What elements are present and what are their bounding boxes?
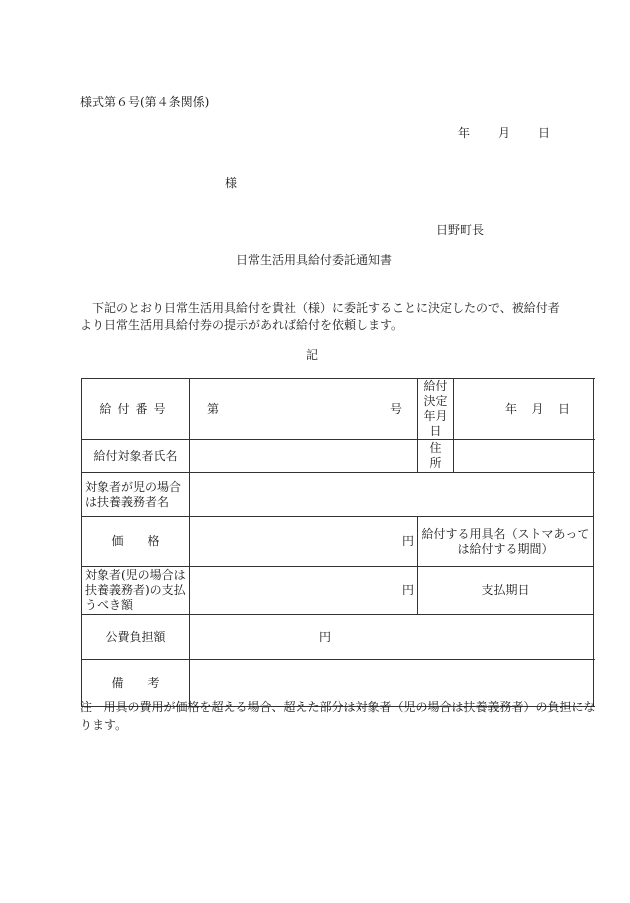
issue-date bbox=[458, 126, 550, 142]
row-price bbox=[82, 517, 594, 567]
address-field bbox=[454, 440, 594, 473]
item-name-label: 給付する用具名（ストマあっては給付する期間） bbox=[418, 517, 594, 567]
body-paragraph bbox=[80, 300, 570, 334]
addressee: 様 bbox=[225, 176, 238, 190]
decision-day: 日 bbox=[557, 401, 570, 416]
address-label: 住 所 bbox=[418, 440, 454, 473]
remarks-label: 備 考 bbox=[82, 660, 190, 707]
ki-marker: 記 bbox=[306, 348, 319, 362]
payable-amount-label: 対象者(児の場合は扶養義務者)の支払うべき額 bbox=[82, 567, 190, 615]
guardian-name-field bbox=[190, 473, 594, 517]
recipient-name-field bbox=[190, 440, 418, 473]
row-recipient-name bbox=[82, 440, 594, 473]
payable-yen: 円 bbox=[401, 583, 414, 597]
document-title: 日常生活用具給付委託通知書 bbox=[236, 253, 393, 267]
date-day: 日 bbox=[538, 126, 551, 140]
recipient-name-label: 給付対象者氏名 bbox=[82, 440, 190, 473]
body-paragraph-text: 下記のとおり日常生活用具給付を貴社（様）に委託することに決定したので、被給付者より日常生活用具給付券の提示があれば給付を依頼します。 bbox=[80, 301, 560, 332]
form-table bbox=[81, 378, 594, 707]
row-guardian-name bbox=[82, 473, 594, 517]
payment-due-label: 支払期日 bbox=[418, 567, 594, 615]
price-yen: 円 bbox=[401, 534, 414, 548]
row-grant-number bbox=[82, 379, 594, 440]
decision-month: 月 bbox=[531, 401, 544, 416]
grant-number-cell bbox=[190, 379, 418, 440]
row-payable-amount bbox=[82, 567, 594, 615]
form-number-label: 様式第６号(第４条関係) bbox=[80, 95, 210, 109]
date-year: 年 bbox=[458, 126, 471, 140]
price-label: 価 格 bbox=[82, 517, 190, 567]
price-field bbox=[190, 517, 418, 567]
footnote bbox=[80, 698, 600, 734]
issuer: 日野町長 bbox=[436, 223, 485, 237]
public-burden-yen: 円 bbox=[319, 629, 332, 644]
decision-date-cell bbox=[454, 379, 594, 440]
grant-number-label: 給付番号 bbox=[82, 379, 190, 440]
grant-number-dai: 第 bbox=[207, 401, 220, 416]
decision-year: 年 bbox=[505, 401, 518, 416]
footnote-text: 用具の費用が価格を超える場合、超えた部分は対象者（児の場合は扶養義務者）の負担になります。 bbox=[80, 700, 596, 732]
payable-amount-field bbox=[190, 567, 418, 615]
public-burden-field bbox=[190, 615, 594, 660]
grant-number-go: 号 bbox=[389, 401, 402, 416]
footnote-marker: 注 bbox=[80, 700, 93, 714]
date-month: 月 bbox=[498, 126, 511, 140]
row-public-burden bbox=[82, 615, 594, 660]
public-burden-label: 公費負担額 bbox=[82, 615, 190, 660]
guardian-name-label: 対象者が児の場合は扶養義務者名 bbox=[82, 473, 190, 517]
decision-date-label: 給付決定年月日 bbox=[418, 379, 454, 440]
